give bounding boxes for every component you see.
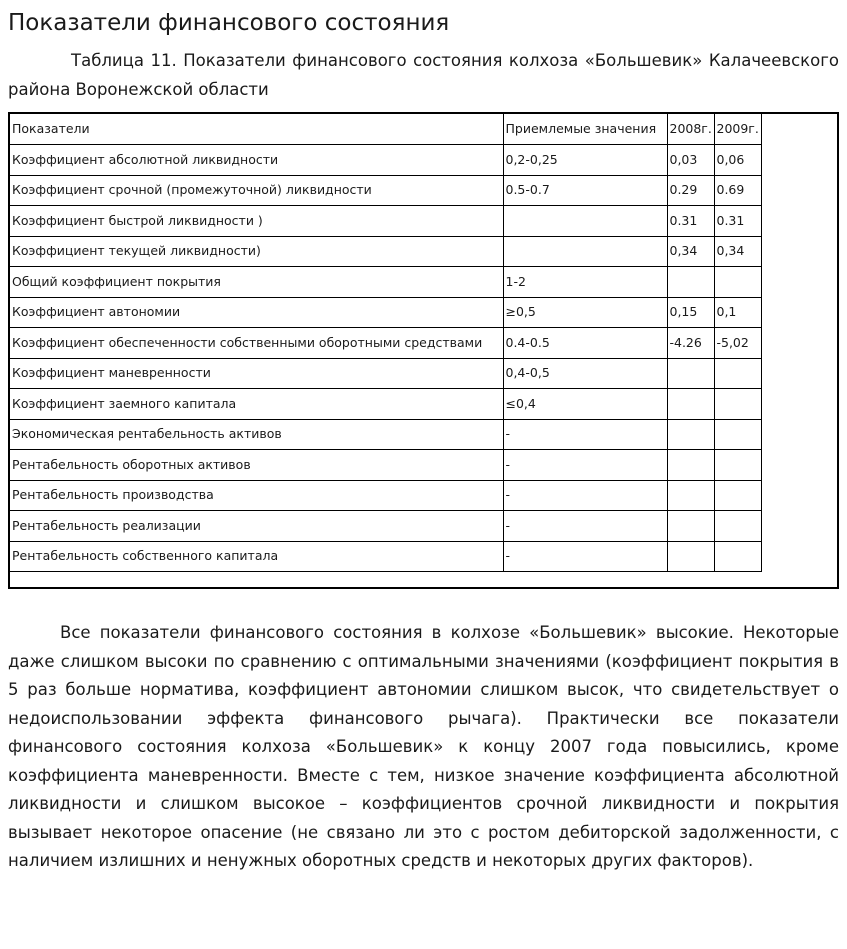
- value-2008-cell: 0,34: [667, 236, 714, 267]
- value-2008-cell: [667, 480, 714, 511]
- indicator-cell: Общий коэффициент покрытия: [10, 267, 503, 298]
- value-2008-cell: [667, 511, 714, 542]
- value-2009-cell: [714, 450, 761, 481]
- acceptable-value-cell: [503, 206, 667, 237]
- table-row: [10, 419, 761, 450]
- acceptable-value-cell: 0,4-0,5: [503, 358, 667, 389]
- header-cell-2009: 2009г.: [714, 114, 761, 145]
- acceptable-value-cell: ≤0,4: [503, 389, 667, 420]
- value-2009-cell: [714, 480, 761, 511]
- indicator-cell: Рентабельность производства: [10, 480, 503, 511]
- table-row: [10, 175, 761, 206]
- value-2009-cell: [714, 419, 761, 450]
- value-2008-cell: [667, 450, 714, 481]
- table-row: [10, 541, 761, 572]
- acceptable-value-cell: ≥0,5: [503, 297, 667, 328]
- table-body: [10, 114, 761, 572]
- header-cell-indicator: Показатели: [10, 114, 503, 145]
- acceptable-value-cell: 0.4-0.5: [503, 328, 667, 359]
- value-2009-cell: 0.69: [714, 175, 761, 206]
- value-2009-cell: 0,06: [714, 145, 761, 176]
- acceptable-value-cell: -: [503, 511, 667, 542]
- value-2009-cell: [714, 541, 761, 572]
- acceptable-value-cell: -: [503, 450, 667, 481]
- indicator-cell: Коэффициент маневренности: [10, 358, 503, 389]
- table-row: [10, 389, 761, 420]
- value-2008-cell: [667, 389, 714, 420]
- value-2009-cell: [714, 511, 761, 542]
- financial-indicators-table-frame: [8, 112, 839, 589]
- table-row: [10, 206, 761, 237]
- acceptable-value-cell: 0,2-0,25: [503, 145, 667, 176]
- indicator-cell: Коэффициент автономии: [10, 297, 503, 328]
- value-2008-cell: 0,03: [667, 145, 714, 176]
- table-row: [10, 480, 761, 511]
- acceptable-value-cell: 0.5-0.7: [503, 175, 667, 206]
- value-2008-cell: [667, 267, 714, 298]
- indicator-cell: Коэффициент текущей ликвидности): [10, 236, 503, 267]
- value-2008-cell: 0.29: [667, 175, 714, 206]
- table-row: [10, 511, 761, 542]
- table-header-row: [10, 114, 761, 145]
- header-cell-2008: 2008г.: [667, 114, 714, 145]
- financial-indicators-table: [10, 114, 762, 572]
- table-row: [10, 297, 761, 328]
- value-2008-cell: -4.26: [667, 328, 714, 359]
- value-2008-cell: [667, 358, 714, 389]
- table-row: [10, 328, 761, 359]
- table-row: [10, 358, 761, 389]
- value-2008-cell: 0.31: [667, 206, 714, 237]
- acceptable-value-cell: -: [503, 541, 667, 572]
- value-2009-cell: 0,1: [714, 297, 761, 328]
- table-row: [10, 450, 761, 481]
- acceptable-value-cell: -: [503, 480, 667, 511]
- table-row: [10, 267, 761, 298]
- value-2008-cell: [667, 541, 714, 572]
- page-title: Показатели финансового состояния: [8, 10, 450, 36]
- indicator-cell: Экономическая рентабельность активов: [10, 419, 503, 450]
- acceptable-value-cell: -: [503, 419, 667, 450]
- header-cell-acceptable-values: Приемлемые значения: [503, 114, 667, 145]
- indicator-cell: Рентабельность оборотных активов: [10, 450, 503, 481]
- indicator-cell: Коэффициент абсолютной ликвидности: [10, 145, 503, 176]
- value-2009-cell: 0,34: [714, 236, 761, 267]
- indicator-cell: Коэффициент обеспеченности собственными оборотными средствами: [10, 328, 503, 359]
- value-2009-cell: [714, 389, 761, 420]
- value-2009-cell: -5,02: [714, 328, 761, 359]
- value-2009-cell: 0.31: [714, 206, 761, 237]
- value-2008-cell: [667, 419, 714, 450]
- acceptable-value-cell: [503, 236, 667, 267]
- indicator-cell: Рентабельность собственного капитала: [10, 541, 503, 572]
- table-row: [10, 236, 761, 267]
- indicator-cell: Рентабельность реализации: [10, 511, 503, 542]
- acceptable-value-cell: 1-2: [503, 267, 667, 298]
- value-2009-cell: [714, 358, 761, 389]
- value-2008-cell: 0,15: [667, 297, 714, 328]
- value-2009-cell: [714, 267, 761, 298]
- indicator-cell: Коэффициент быстрой ликвидности ): [10, 206, 503, 237]
- analysis-paragraph: Все показатели финансового состояния в колхозе «Большевик» высокие. Некоторые даже слишком высоки по сравнению с оптимальными значениями (коэффициент покрытия в 5 раз больше норматива, коэффициент автономии слишком высок, что свидетельствует о недоиспользовании эффекта финансового рычага). Практически все показатели финансового состояния колхоза «Большевик» к концу 2007 года повысились, кроме коэффициента маневренности. Вместе с тем, низкое значение коэффициента абсолютной ликвидности и слишком высокое – коэффициентов срочной ликвидности и покрытия вызывает некоторое опасение (не связано ли это с ростом дебиторской задолженности, с наличием излишних и ненужных оборотных средств и некоторых других факторов).: [8, 623, 839, 870]
- indicator-cell: Коэффициент заемного капитала: [10, 389, 503, 420]
- table-caption: Таблица 11. Показатели финансового состояния колхоза «Большевик» Калачеевского района Воронежской области: [8, 51, 839, 99]
- table-row: [10, 145, 761, 176]
- indicator-cell: Коэффициент срочной (промежуточной) ликвидности: [10, 175, 503, 206]
